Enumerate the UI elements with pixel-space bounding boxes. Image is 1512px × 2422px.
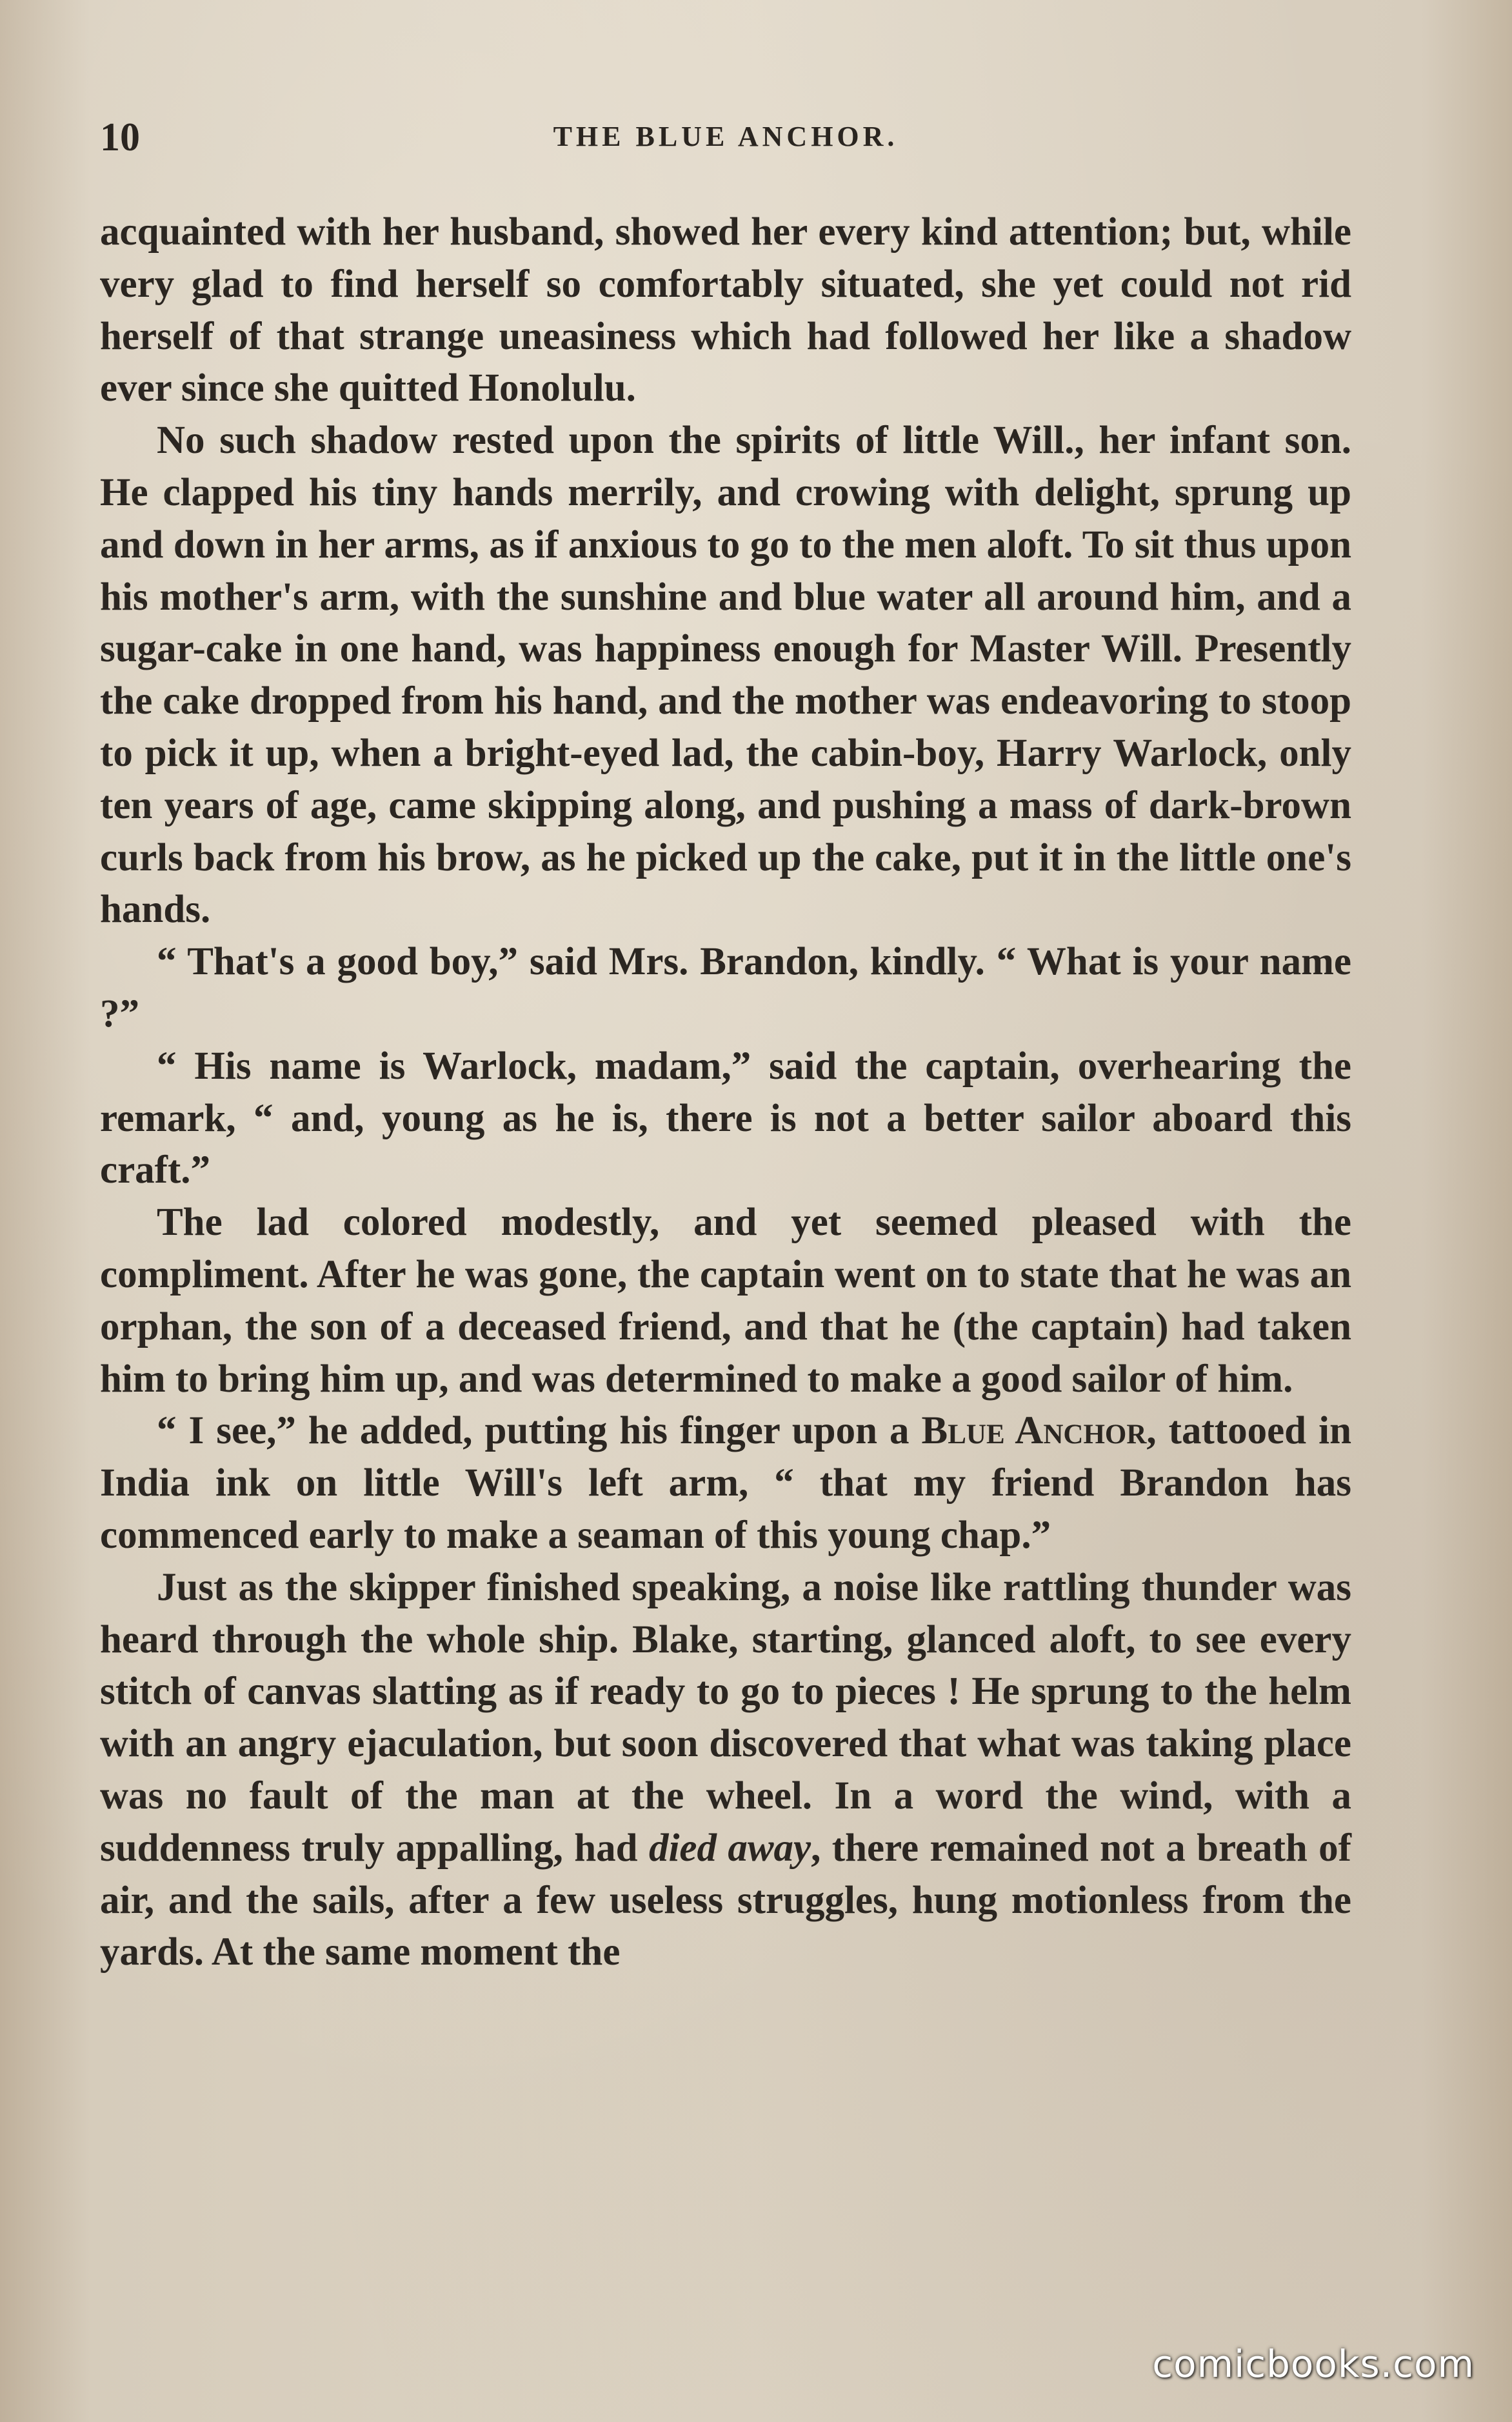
paragraph-text: “ I see,” he added, putting his finger upon a	[157, 1409, 922, 1453]
paragraph-text: , there remained not a breath of air, and the sails, after a few useless struggles, hung motionless from the yards. At the same moment the	[100, 1826, 1351, 1974]
watermark: comicbooks.com	[1152, 2342, 1475, 2386]
paragraph: “ His name is Warlock, madam,” said the captain, overhearing the remark, “ and, young as he is, there is not a better sailor aboard this craft.”	[100, 1044, 1351, 1192]
paragraph	[100, 1405, 1351, 1561]
page-header	[100, 115, 1351, 160]
paragraph	[100, 1562, 1351, 1979]
body-text	[100, 206, 1351, 1979]
paragraph: No such shadow rested upon the spirits of little Will., her infant son. He clapped his tiny hands merrily, and crowing with delight, sprung up and down in her arms, as if anxious to go to the men aloft. To sit thus upon his mother's arm, with the sunshine and blue water all around him, and a sugar-cake in one hand, was happiness enough for Master Will. Presently the cake dropped from his hand, and the mother was endeavoring to stoop to pick it up, when a bright-eyed lad, the cabin-boy, Harry Warlock, only ten years of age, came skipping along, and pushing a mass of dark-brown curls back from his brow, as he picked up the cake, put it in the little one's hands.	[100, 419, 1351, 932]
paragraph: acquainted with her husband, showed her every kind attention; but, while very glad to find herself so comfortably situated, she yet could not rid herself of that strange uneasiness which had followed her like a shadow ever since she quitted Honolulu.	[100, 210, 1351, 410]
paragraph-text: , tattooed in India ink on little Will's left arm, “ that my friend Brandon has commenced early to make a seaman of this young chap.”	[100, 1409, 1351, 1557]
paragraph: “ That's a good boy,” said Mrs. Brandon, kindly. “ What is your name ?”	[100, 940, 1351, 1036]
small-caps-text: Blue Anchor	[921, 1409, 1147, 1453]
running-head: THE BLUE ANCHOR.	[553, 121, 899, 152]
paragraph-text: Just as the skipper finished speaking, a noise like rattling thunder was heard through the whole ship. Blake, starting, glanced aloft, to see every stitch of canvas slatting as if ready to go to pieces ! He sprung to the helm with an angry ejaculation, but soon discovered that what was taking place was no fault of the man at the wheel. In a word the wind, with a suddenness truly appalling, had	[100, 1565, 1351, 1870]
page-number: 10	[100, 115, 140, 159]
paragraph: The lad colored modestly, and yet seemed pleased with the compliment. After he was gone, the captain went on to state that he was an orphan, the son of a deceased friend, and that he (the captain) had taken him to bring him up, and was determined to make a good sailor of him.	[100, 1201, 1351, 1401]
italic-text: died away	[648, 1826, 811, 1870]
